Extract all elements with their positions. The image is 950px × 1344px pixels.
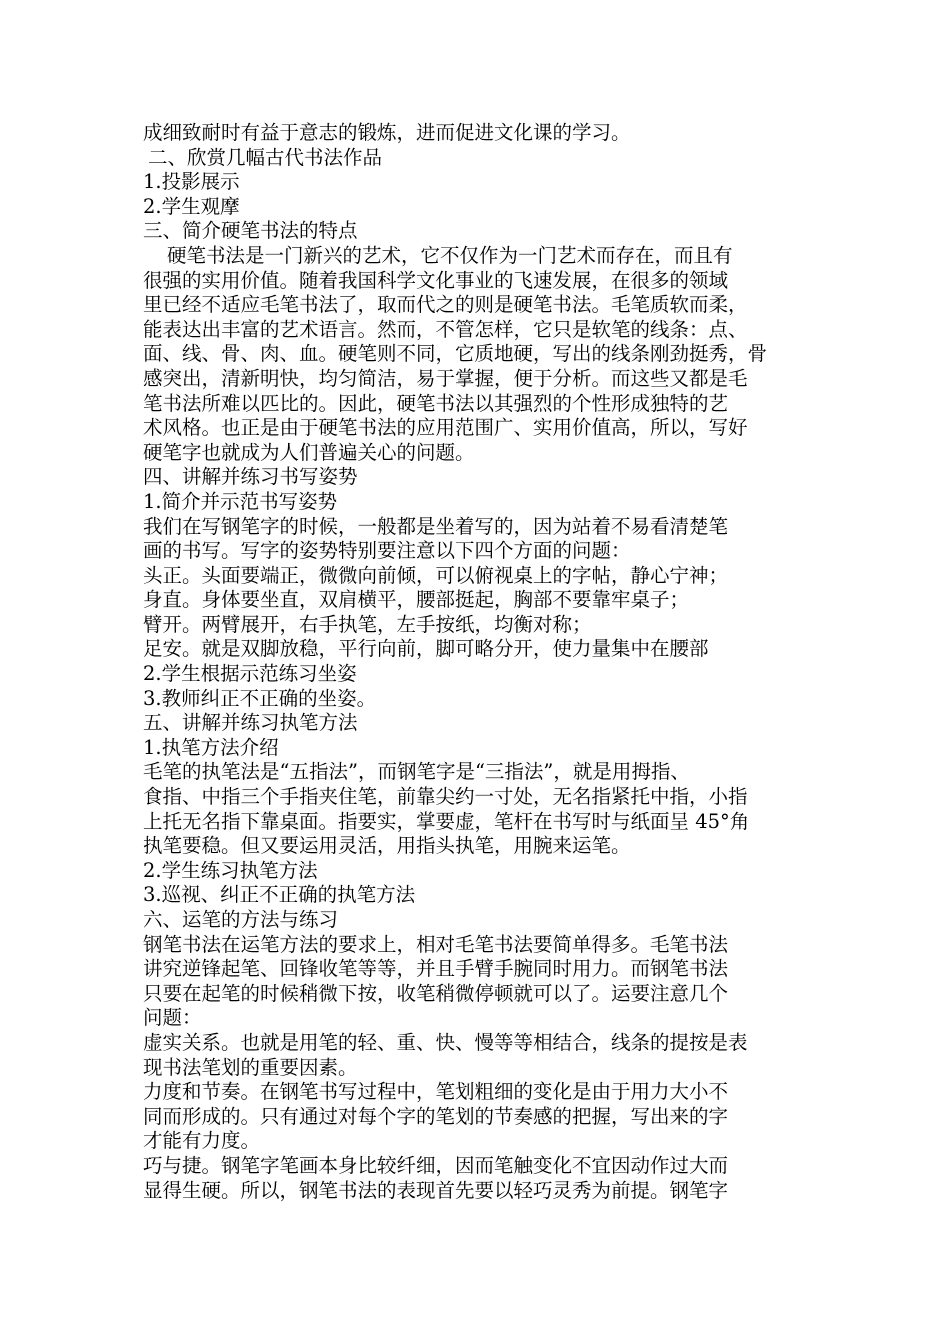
text-line: 1.投影展示 (143, 170, 240, 194)
paragraph-line: 笔书法所难以匹比的。因此，硬笔书法以其强烈的个性形成独特的艺 (143, 391, 729, 415)
section-heading-4: 四、讲解并练习书写姿势 (143, 465, 358, 489)
paragraph-line: 头正。头面要端正，微微向前倾，可以俯视桌上的字帖，静心宁神； (143, 563, 729, 587)
paragraph-line: 臂开。两臂展开，右手执笔，左手按纸，均衡对称； (143, 612, 592, 636)
text-line: 成细致耐时有益于意志的锻炼，进而促进文化课的学习。 (143, 121, 631, 144)
paragraph-line: 食指、中指三个手指夹住笔，前靠尖约一寸处，无名指紧托中指，小指 (143, 785, 748, 809)
paragraph-line: 讲究逆锋起笔、回锋收笔等等，并且手臂手腕同时用力。而钢笔书法 (143, 957, 729, 981)
paragraph-line: 毛笔的执笔法是“五指法”，而钢笔字是“三指法”，就是用拇指、 (143, 760, 690, 784)
text-line: 2.学生练习执笔方法 (143, 858, 318, 882)
text-line: 3.巡视、纠正不正确的执笔方法 (143, 883, 416, 907)
paragraph-line: 画的书写。写字的姿势特别要注意以下四个方面的问题： (143, 539, 631, 563)
text-line: 2.学生观摩 (143, 194, 240, 218)
paragraph-line: 巧与捷。钢笔字笔画本身比较纤细，因而笔触变化不宜因动作过大而 (143, 1153, 729, 1177)
text-line: 1.执笔方法介绍 (143, 735, 279, 759)
paragraph-line: 身直。身体要坐直，双肩横平，腰部挺起，胸部不要靠牢桌子； (143, 588, 690, 612)
text-line: 1.简介并示范书写姿势 (143, 489, 338, 513)
paragraph-line: 硬笔字也就成为人们普遍关心的问题。 (143, 440, 475, 464)
section-heading-6: 六、运笔的方法与练习 (143, 908, 339, 931)
paragraph-line: 术风格。也正是由于硬笔书法的应用范围广、实用价值高，所以，写好 (143, 416, 748, 440)
paragraph-line: 才能有力度。 (143, 1129, 261, 1153)
paragraph-line: 上托无名指下靠桌面。指要实，掌要虚，笔杆在书写时与纸面呈 45°角 (143, 809, 750, 833)
paragraph-line: 执笔要稳。但又要运用灵活，用指头执笔，用腕来运笔。 (143, 834, 631, 858)
paragraph-line: 显得生硬。所以，钢笔书法的表现首先要以轻巧灵秀为前提。钢笔字 (143, 1178, 729, 1202)
paragraph-line: 里已经不适应毛笔书法了，取而代之的则是硬笔书法。毛笔质软而柔， (143, 293, 748, 317)
paragraph-line: 能表达出丰富的艺术语言。然而，不管怎样，它只是软笔的线条：点、 (143, 317, 748, 341)
paragraph-line: 足安。就是双脚放稳，平行向前，脚可略分开，使力量集中在腰部 (143, 637, 709, 661)
paragraph-line: 只要在起笔的时候稍微下按，收笔稍微停顿就可以了。运要注意几个 (143, 981, 729, 1005)
text-line: 2.学生根据示范练习坐姿 (143, 662, 357, 686)
document-body (143, 121, 815, 1203)
paragraph-line: 硬笔书法是一门新兴的艺术，它不仅作为一门艺术而存在，而且有 (167, 243, 733, 267)
paragraph-line: 问题： (143, 1006, 202, 1030)
section-heading-5: 五、讲解并练习执笔方法 (143, 711, 358, 735)
paragraph-line: 现书法笔划的重要因素。 (143, 1055, 358, 1079)
paragraph-line: 同而形成的。只有通过对每个字的笔划的节奏感的把握，写出来的字 (143, 1104, 729, 1128)
paragraph-line: 力度和节奏。在钢笔书写过程中，笔划粗细的变化是由于用力大小不 (143, 1080, 729, 1104)
paragraph-line: 我们在写钢笔字的时候，一般都是坐着写的，因为站着不易看清楚笔 (143, 514, 729, 538)
text-line: 3.教师纠正不正确的坐姿。 (143, 686, 377, 710)
section-heading-2: 二、欣赏几幅古代书法作品 (148, 145, 383, 169)
paragraph-line: 很强的实用价值。随着我国科学文化事业的飞速发展，在很多的领域 (143, 268, 729, 292)
section-heading-3: 三、简介硬笔书法的特点 (143, 219, 358, 243)
paragraph-line: 面、线、骨、肉、血。硬笔则不同，它质地硬，写出的线条刚劲挺秀，骨 (143, 342, 768, 366)
paragraph-line: 感突出，清新明快，均匀简洁，易于掌握，便于分析。而这些又都是毛 (143, 366, 748, 390)
paragraph-line: 虚实关系。也就是用笔的轻、重、快、慢等等相结合，线条的提按是表 (143, 1030, 748, 1054)
paragraph-line: 钢笔书法在运笔方法的要求上，相对毛笔书法要简单得多。毛笔书法 (143, 932, 729, 956)
